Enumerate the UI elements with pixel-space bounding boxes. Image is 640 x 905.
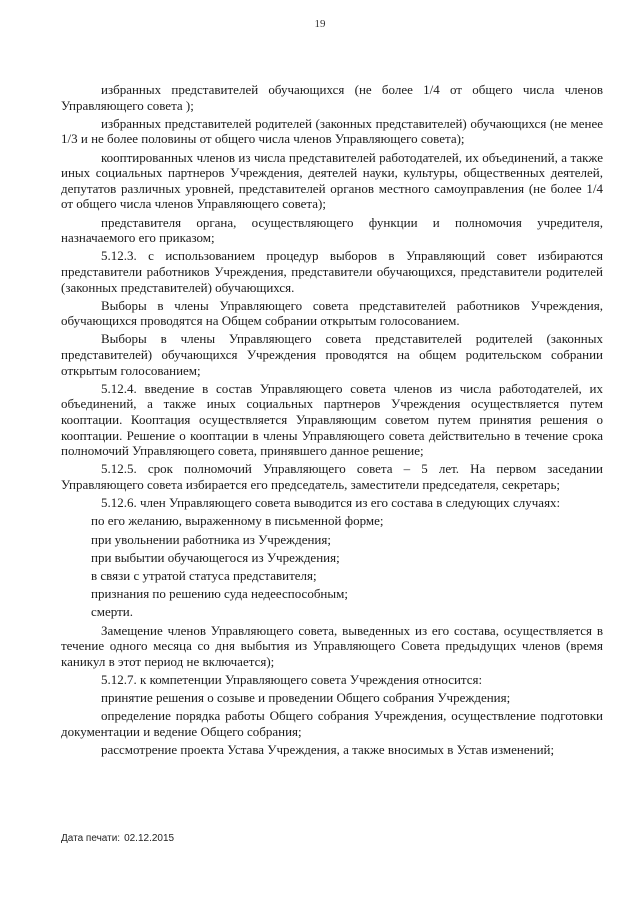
paragraph: определение порядка работы Общего собрания Учреждения, осуществление подготовки документации и ведение Общего собрания; [61,708,603,739]
paragraph: 5.12.5. срок полномочий Управляющего совета – 5 лет. На первом заседании Управляющего совета избирается его председатель, заместители председателя, секретарь; [61,461,603,492]
paragraph: 5.12.4. введение в состав Управляющего совета членов из числа работодателей, их объединений, а также иных социальных партнеров Учреждения осуществляется путем кооптации. Кооптация осуществляется Управляющим советом путем принятия решения о кооптации. Решение о кооптации в члены Управляющего совета действительно в течение срока полномочий Управляющего совета, принявшего данное решение; [61,380,603,459]
paragraph: избранных представителей обучающихся (не более 1/4 от общего числа членов Управляющего совета ); [61,82,603,113]
paragraph: Выборы в члены Управляющего совета представителей родителей (законных представителей) обучающихся Учреждения проводятся на общем родительском собрании открытым голосованием; [61,331,603,378]
paragraph: 5.12.7. к компетенции Управляющего совета Учреждения относится: [101,671,483,687]
page-number: 19 [314,18,326,30]
paragraph: рассмотрение проекта Устава Учреждения, а также вносимых в Устав изменений; [101,742,555,758]
list-item: в связи с утратой статуса представителя; [91,567,317,583]
paragraph: кооптированных членов из числа представителей работодателей, их объединений, а также иных социальных партнеров Учреждения, деятелей науки, культуры, общественных деятелей, депутатов различных уровней, представителей органов местного самоуправления (не более 1/4 от общего числа членов Управляющего совета); [61,149,603,212]
print-date-value: 02.12.2015 [124,833,175,844]
paragraph: Замещение членов Управляющего совета, выведенных из его состава, осуществляется в течение одного месяца со дня выбытия из Управляющего Совета предыдущих членов (время каникул в этот период не включается); [61,622,603,669]
print-date-label: Дата печати: [61,833,121,844]
paragraph: 5.12.6. член Управляющего совета выводится из его состава в следующих случаях: [101,495,561,511]
list-item: по его желанию, выраженному в письменной форме; [91,513,384,529]
list-item: смерти. [91,604,133,620]
paragraph: представителя органа, осуществляющего функции и полномочия учредителя, назначаемого его приказом; [61,214,603,246]
print-date-footer [61,833,178,844]
document-body [61,82,603,760]
paragraph: 5.12.3. с использованием процедур выборов в Управляющий совет избираются представители работников Учреждения, представители обучающихся, представители родителей (законных представителей) обучающихся. [61,248,603,295]
list-item: при увольнении работника из Учреждения; [91,531,331,547]
list-item: при выбытии обучающегося из Учреждения; [91,549,340,565]
paragraph: принятие решения о созыве и проведении Общего собрания Учреждения; [101,690,511,706]
paragraph: Выборы в члены Управляющего совета представителей работников Учреждения, обучающихся проводятся на Общем собрании открытым голосованием. [61,297,603,329]
paragraph: избранных представителей родителей (законных представителей) обучающихся (не менее 1/3 и не более половины от общего числа членов Управляющего совета); [61,115,603,147]
list-item: признания по решению суда недееспособным; [91,586,348,602]
